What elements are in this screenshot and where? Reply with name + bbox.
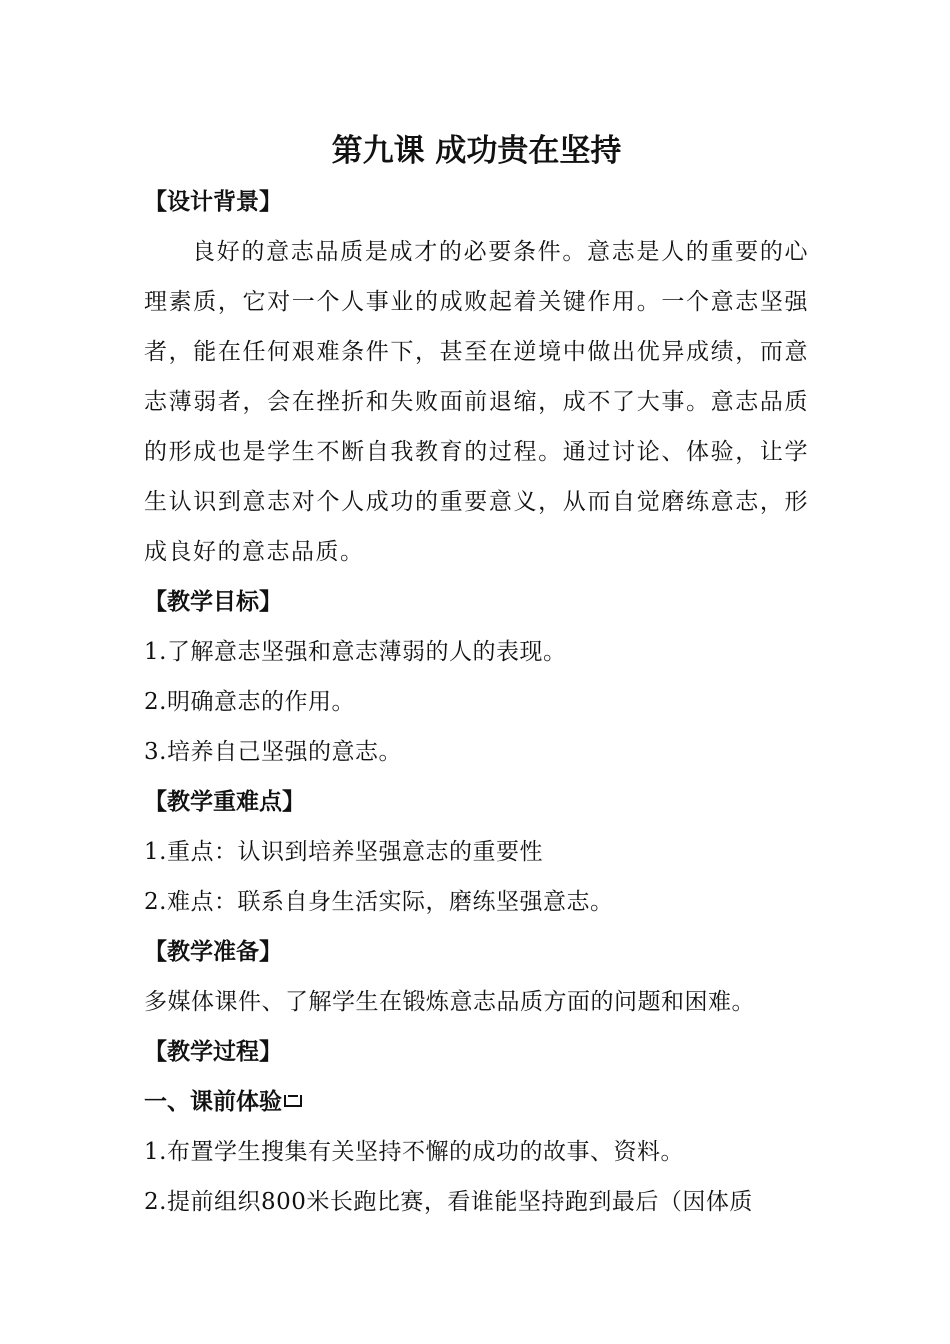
document-page bbox=[144, 125, 809, 1227]
section-heading-key-points: 【教学重难点】 bbox=[144, 789, 305, 815]
section-heading-objectives: 【教学目标】 bbox=[144, 589, 282, 615]
preparation-text: 多媒体课件、了解学生在锻炼意志品质方面的问题和困难。 bbox=[144, 989, 755, 1015]
objective-item: 2.明确意志的作用。 bbox=[144, 689, 355, 715]
process-item: 1.布置学生搜集有关坚持不懈的成功的故事、资料。 bbox=[144, 1139, 684, 1165]
objective-item: 1.了解意志坚强和意志薄弱的人的表现。 bbox=[144, 639, 567, 665]
section-heading-background: 【设计背景】 bbox=[144, 189, 282, 215]
process-subheading: 一、课前体验 bbox=[144, 1089, 282, 1115]
key-point-item: 2.难点：联系自身生活实际，磨练坚强意志。 bbox=[144, 889, 614, 915]
section-heading-preparation: 【教学准备】 bbox=[144, 939, 282, 965]
process-item: 2.提前组织800米长跑比赛，看谁能坚持跑到最后（因体质 bbox=[144, 1189, 753, 1215]
line-break-mark-icon bbox=[284, 1095, 302, 1107]
key-point-item: 1.重点：认识到培养坚强意志的重要性 bbox=[144, 839, 543, 865]
document-title: 第九课 成功贵在坚持 bbox=[331, 133, 622, 169]
process-subheading-row bbox=[144, 1077, 809, 1127]
section-heading-process: 【教学过程】 bbox=[144, 1039, 282, 1065]
objective-item: 3.培养自己坚强的意志。 bbox=[144, 739, 402, 765]
background-paragraph: 良好的意志品质是成才的必要条件。意志是人的重要的心理素质，它对一个人事业的成败起着关键作用。一个意志坚强者，能在任何艰难条件下，甚至在逆境中做出优异成绩，而意志薄弱者，会在挫折和失败面前退缩，成不了大事。意志品质的形成也是学生不断自我教育的过程。通过讨论、体验，让学生认识到意志对个人成功的重要意义，从而自觉磨练意志，形成良好的意志品质。 bbox=[144, 239, 809, 565]
